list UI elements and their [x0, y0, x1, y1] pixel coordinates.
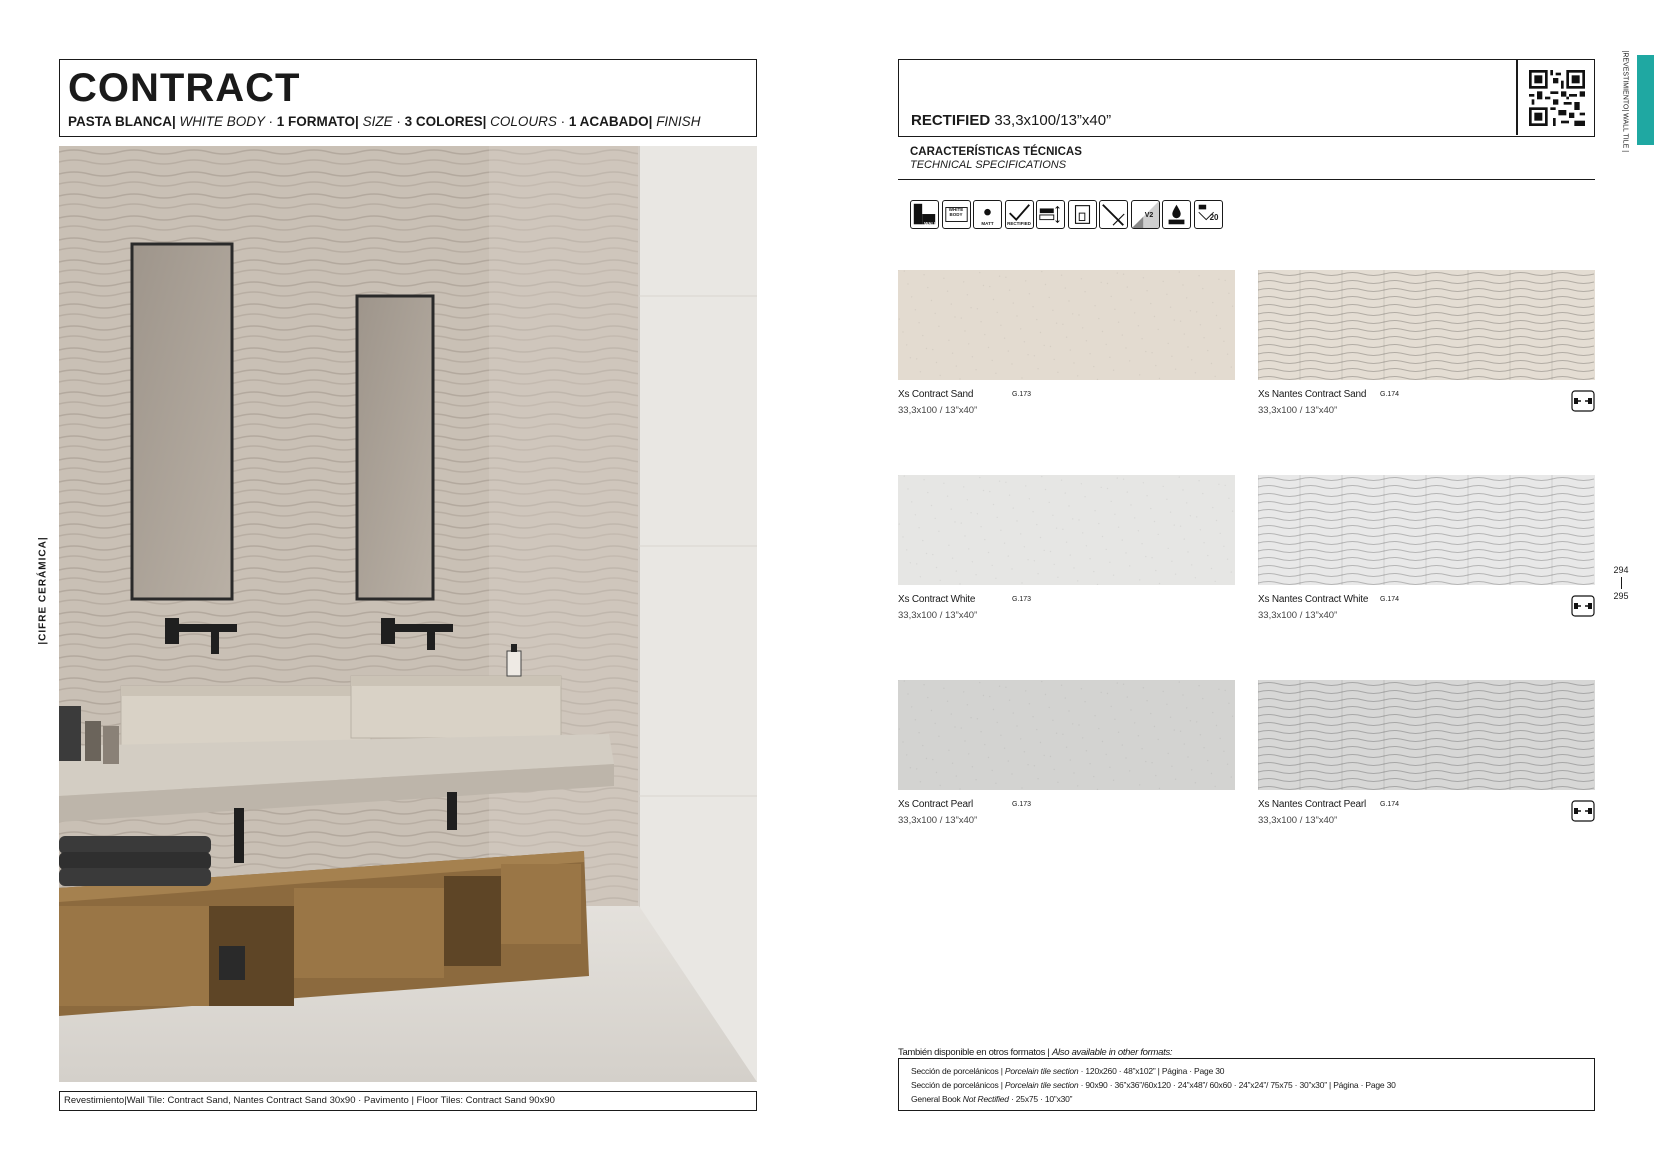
tile-swatch: [898, 270, 1235, 380]
shade-variation-icon: [1099, 200, 1128, 229]
side-brand-label: |CIFRE CERÁMICA|: [37, 536, 49, 645]
page-numbers: [1608, 565, 1634, 601]
format-line-en: Porcelain tile section: [1004, 1080, 1079, 1090]
rectified-label: RECTIFIED: [911, 112, 991, 129]
format-es: 1 FORMATO|: [276, 114, 359, 129]
format-line-en: Not Rectified: [962, 1094, 1009, 1104]
spec-icon-label: 20: [1209, 213, 1219, 222]
section-tab-label: |REVESTIMIENTO| WALL TILE |: [1621, 50, 1629, 153]
decor-piece-icon: [1571, 595, 1595, 617]
spec-heading-es: CARACTERÍSTICAS TÉCNICAS: [910, 146, 1082, 158]
spec-icons-row: [910, 200, 1223, 230]
bathroom-illustration: [59, 146, 757, 1082]
white-body-icon: [942, 200, 971, 229]
also-available-sep: |: [1045, 1047, 1052, 1058]
tile-size: 33,3x100 / 13”x40”: [898, 610, 978, 621]
format-header-box: [898, 59, 1595, 137]
format-line: [911, 1094, 1072, 1104]
photo-caption: Revestimiento|Wall Tile: Contract Sand, Nantes Contract Sand 30x90 · Pavimento | Floor Tiles: Contract Sand 90x90: [64, 1095, 555, 1106]
tile-code: G.174: [1380, 801, 1400, 808]
tile-name: Xs Nantes Contract White: [1258, 594, 1369, 605]
body-en: WHITE BODY: [175, 114, 269, 129]
format-line-rest: · 25x75 · 10”x30”: [1008, 1094, 1073, 1104]
also-available-label: [898, 1047, 1172, 1058]
tile-swatch: [898, 475, 1235, 585]
pieces-per-box-icon: [1194, 200, 1223, 229]
tile-code: G.174: [1380, 391, 1400, 398]
tile-swatch: [1258, 270, 1595, 380]
sep-dot: ·: [268, 114, 277, 129]
format-line-es: General Book: [911, 1094, 963, 1104]
product-subtitle: [68, 114, 700, 129]
format-line-rest: · 120x260 · 48”x102” | Página · Page 30: [1078, 1066, 1225, 1076]
page-number-right: 295: [1613, 591, 1629, 601]
rectified-icon: [1005, 200, 1034, 229]
tile-swatch: [1258, 680, 1595, 790]
tile-code: G.173: [1012, 801, 1032, 808]
tile-name: Xs Nantes Contract Pearl: [1258, 799, 1367, 810]
tile-name: Xs Contract Sand: [898, 389, 974, 400]
format-en: SIZE: [358, 114, 397, 129]
tile-size: 33,3x100 / 13”x40”: [1258, 405, 1338, 416]
tile-name: Xs Nantes Contract Sand: [1258, 389, 1367, 400]
format-line-es: Sección de porcelánicos |: [911, 1080, 1005, 1090]
tile-name: Xs Contract White: [898, 594, 976, 605]
format-line-rest: · 90x90 · 36”x36”/60x120 · 24”x48”/ 60x60 · 24”x24”/ 75x75 · 30”x30” | Página · Page 30: [1078, 1080, 1396, 1090]
also-available-en: Also available in other formats:: [1051, 1047, 1173, 1058]
tile-size: 33,3x100 / 13”x40”: [1258, 610, 1338, 621]
stain-resistance-icon: [1162, 200, 1191, 229]
tile-size: 33,3x100 / 13”x40”: [1258, 815, 1338, 826]
qr-divider: [1516, 60, 1518, 135]
tile-size: 33,3x100 / 13”x40”: [898, 815, 978, 826]
wall-use-icon: [1068, 200, 1097, 229]
spec-heading-en: TECHNICAL SPECIFICATIONS: [910, 159, 1067, 171]
matt-finish-icon: [973, 200, 1002, 229]
rectified-size: 33,3x100/13”x40”: [990, 112, 1112, 129]
section-color-tab: [1637, 55, 1654, 145]
spec-icon-label: V2: [1144, 212, 1154, 219]
spec-icon-label: WALL: [924, 220, 937, 226]
decor-piece-icon: [1571, 390, 1595, 412]
white-body-tile-icon: [910, 200, 939, 229]
spec-icon-label: WHITE BODY: [948, 207, 964, 217]
decor-piece-icon: [1571, 800, 1595, 822]
tile-code: G.173: [1012, 391, 1032, 398]
also-available-es: También disponible en otros formatos: [898, 1047, 1046, 1058]
format-line: [911, 1080, 1396, 1090]
finish-es: 1 ACABADO|: [568, 114, 653, 129]
spec-icon-label: MATT: [981, 220, 994, 226]
product-title: CONTRACT: [68, 66, 301, 110]
sep-dot: ·: [560, 114, 569, 129]
tile-size: 33,3x100 / 13”x40”: [898, 405, 978, 416]
page-number-divider: [1621, 577, 1622, 589]
side-brand: [28, 530, 48, 660]
format-line: [911, 1066, 1224, 1076]
v2-variation-icon: [1131, 200, 1160, 229]
colours-es: 3 COLORES|: [404, 114, 487, 129]
sep-dot: ·: [396, 114, 405, 129]
section-tab: [1617, 50, 1633, 155]
bathroom-photo: [59, 146, 757, 1082]
product-title-box: [59, 59, 757, 137]
rectified-format: [911, 112, 1111, 129]
format-line-es: Sección de porcelánicos |: [911, 1066, 1005, 1076]
thickness-icon: [1036, 200, 1065, 229]
tile-swatch: [898, 680, 1235, 790]
tile-code: G.173: [1012, 596, 1032, 603]
body-es: PASTA BLANCA|: [68, 114, 176, 129]
format-line-en: Porcelain tile section: [1004, 1066, 1079, 1076]
spec-icon-label: RECTIFIED: [1007, 220, 1031, 226]
tile-name: Xs Contract Pearl: [898, 799, 973, 810]
tile-swatch: [1258, 475, 1595, 585]
qr-code-icon[interactable]: [1529, 70, 1585, 126]
tile-code: G.174: [1380, 596, 1400, 603]
page-number-left: 294: [1613, 565, 1629, 575]
colours-en: COLOURS: [486, 114, 561, 129]
finish-en: FINISH: [652, 114, 701, 129]
other-formats-box: [898, 1058, 1595, 1111]
spec-divider: [898, 179, 1595, 180]
photo-caption-box: [59, 1091, 757, 1111]
